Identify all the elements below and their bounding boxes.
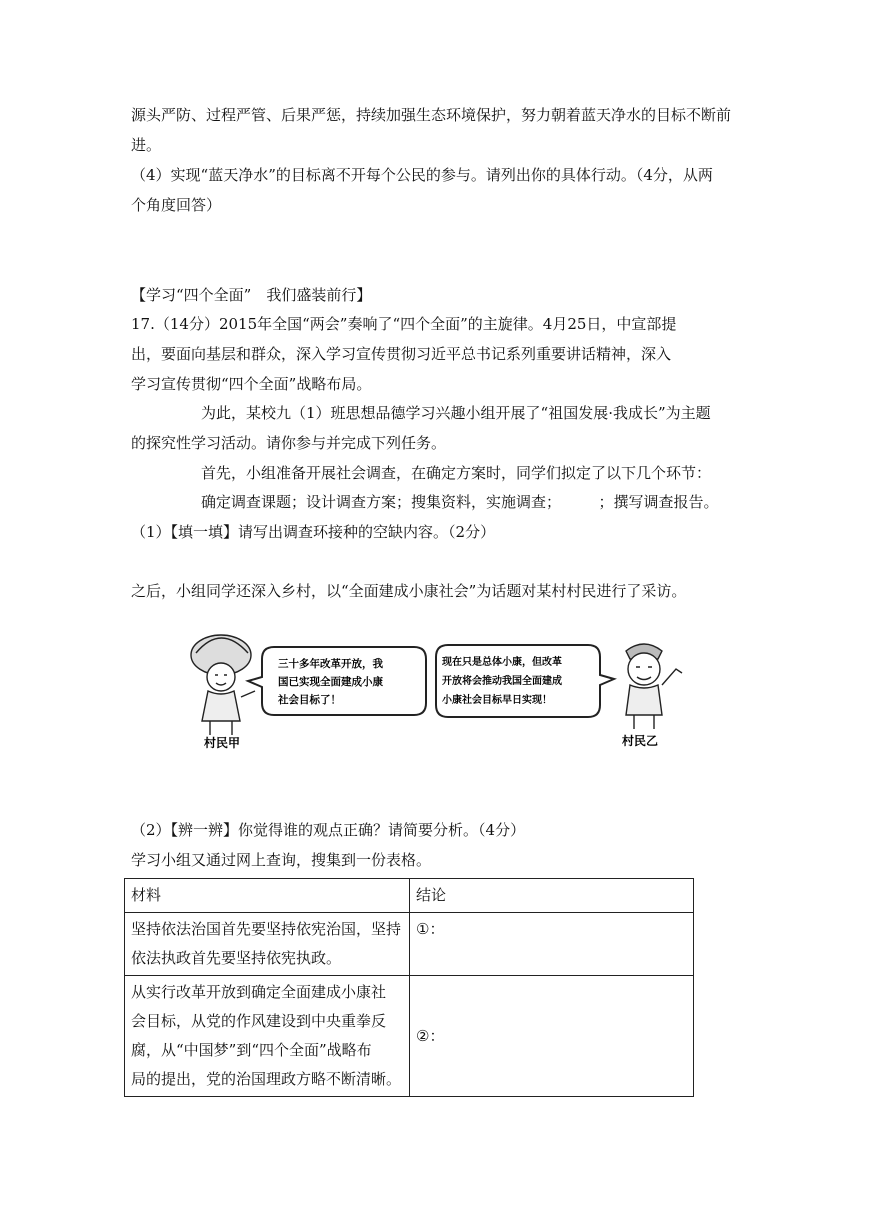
table-row	[125, 976, 694, 1097]
material-line: 腐，从“中国梦”到“四个全面”战略布	[131, 1041, 372, 1059]
villager-b-figure	[626, 644, 682, 729]
villager-a-figure	[191, 635, 255, 735]
question-17: 17.（14分）2015年全国“两会”奏响了“四个全面”的主旋律。4月25日，中宣部提	[131, 315, 677, 333]
bubble-b-line: 小康社会目标早日实现！	[442, 695, 552, 706]
section-title: 【学习“四个全面” 我们盛装前行】	[131, 286, 372, 304]
survey-text: 首先，小组准备开展社会调查，在确定方案时，同学们拟定了以下几个环节：	[201, 464, 712, 482]
bubble-a-line: 社会目标了！	[278, 694, 341, 706]
header-conclusion: 结论	[410, 879, 694, 913]
intro-text-cont: 的探究性学习活动。请你参与并完成下列任务。	[131, 434, 447, 452]
table-header-row	[125, 879, 694, 913]
villager-b-label: 村民乙	[622, 734, 659, 748]
header-material: 材料	[125, 879, 410, 913]
villagers-cartoon	[186, 625, 686, 755]
bubble-a-line: 国已实现全面建成小康	[278, 676, 383, 688]
bubble-b-line: 现在只是总体小康，但改革	[442, 657, 562, 668]
bubble-a-line: 三十多年改革开放，我	[278, 658, 383, 670]
material-table	[124, 878, 694, 1097]
material-line: 依法执政首先要坚持依宪执政。	[131, 949, 342, 967]
speech-bubble-a	[248, 647, 426, 715]
villager-a-label: 村民甲	[204, 736, 241, 750]
survey-steps: 确定调查课题；设计调查方案；搜集资料，实施调查； ；撰写调查报告。	[201, 493, 719, 511]
material-cell	[125, 913, 410, 976]
material-line: 会目标，从党的作风建设到中央重拳反	[131, 1012, 387, 1030]
table-intro: 学习小组又通过网上查询，搜集到一份表格。	[131, 851, 432, 869]
paragraph-text: 源头严防、过程严管、后果严惩，持续加强生态环境保护，努力朝着蓝天净水的目标不断前	[131, 106, 732, 124]
bubble-b-line: 开放将会推动我国全面建成	[442, 676, 562, 687]
speech-bubble-b	[436, 645, 614, 717]
material-cell	[125, 976, 410, 1097]
question-17-cont: 出，要面向基层和群众，深入学习宣传贯彻习近平总书记系列重要讲话精神，深入	[131, 345, 672, 363]
intro-text: 为此，某校九（1）班思想品德学习兴趣小组开展了“祖国发展·我成长”为主题	[201, 404, 711, 422]
material-line: 局的提出，党的治国理政方略不断清晰。	[131, 1070, 402, 1088]
paragraph-text: 进。	[131, 136, 162, 154]
question-1: （1）【填一填】请写出调查环接种的空缺内容。（2分）	[131, 523, 496, 541]
question-17-cont: 学习宣传贯彻“四个全面”战略布局。	[131, 375, 372, 393]
conclusion-cell[interactable]: ①：	[410, 913, 694, 976]
question-4-cont: 个角度回答）	[131, 196, 222, 214]
material-line: 从实行改革开放到确定全面建成小康社	[131, 983, 387, 1001]
table-row	[125, 913, 694, 976]
question-4: （4）实现“蓝天净水”的目标离不开每个公民的参与。请列出你的具体行动。（4分，从两	[131, 166, 713, 184]
material-line: 坚持依法治国首先要坚持依宪治国，坚持	[131, 920, 402, 938]
conclusion-cell[interactable]: ②：	[410, 976, 694, 1097]
question-2: （2）【辨一辨】你觉得谁的观点正确？请简要分析。（4分）	[131, 821, 526, 839]
interview-text: 之后，小组同学还深入乡村，以“全面建成小康社会”为话题对某村村民进行了采访。	[131, 582, 687, 600]
